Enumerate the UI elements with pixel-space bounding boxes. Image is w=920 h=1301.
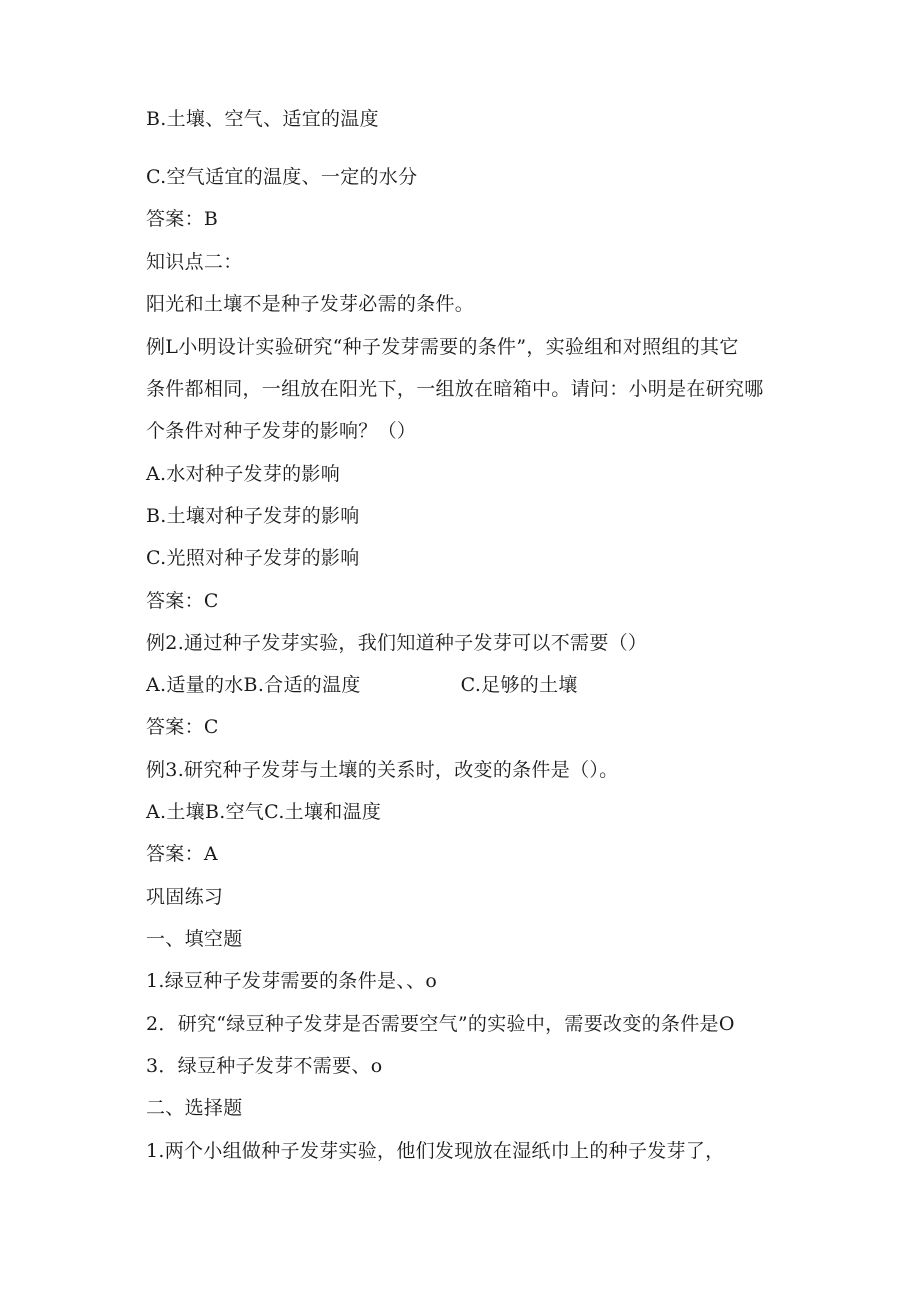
fill-blank-q1: 1.绿豆种子发芽需要的条件是、、o [146, 970, 438, 992]
fill-blank-heading: 一、填空题 [146, 928, 243, 950]
fill-blank-q3: 3．绿豆种子发芽不需要、o [146, 1055, 383, 1077]
example-1-option-b: B.土壤对种子发芽的影响 [146, 505, 360, 527]
example-1-answer: 答案：C [146, 590, 219, 612]
choice-heading: 二、选择题 [146, 1097, 243, 1119]
practice-heading: 巩固练习 [146, 886, 224, 908]
option-c-line: C.空气适宜的温度、一定的水分 [146, 166, 418, 188]
example-2-answer: 答案：C [146, 716, 219, 738]
example-2-options-ab: A.适量的水B.合适的温度 [146, 674, 361, 696]
example-1-question-cont: 条件都相同，一组放在阳光下，一组放在暗箱中。请问：小明是在研究哪 [146, 378, 764, 400]
choice-q1: 1.两个小组做种子发芽实验，他们发现放在湿纸巾上的种子发芽了， [146, 1140, 725, 1162]
knowledge-point-text: 阳光和土壤不是种子发芽必需的条件。 [146, 293, 475, 315]
section-heading: 知识点二： [146, 251, 243, 273]
example-1-question: 例L小明设计实验研究“种子发芽需要的条件”，实验组和对照组的其它 [146, 336, 739, 358]
example-2-option-c: C.足够的土壤 [460, 674, 578, 696]
fill-blank-q2: 2．研究“绿豆种子发芽是否需要空气”的实验中，需要改变的条件是O [146, 1013, 735, 1035]
option-b-line: B.土壤、空气、适宜的温度 [146, 108, 379, 130]
example-2-question: 例2.通过种子发芽实验，我们知道种子发芽可以不需要（） [146, 632, 648, 654]
answer-line: 答案：B [146, 208, 219, 230]
example-1-option-c: C.光照对种子发芽的影响 [146, 547, 360, 569]
example-2-options [146, 673, 578, 697]
example-1-option-a: A.水对种子发芽的影响 [146, 463, 341, 485]
example-3-options: A.土壤B.空气C.土壤和温度 [146, 801, 382, 823]
example-3-answer: 答案：A [146, 843, 218, 865]
example-1-question-end: 个条件对种子发芽的影响？（） [146, 420, 417, 442]
example-3-question: 例3.研究种子发芽与土壤的关系时，改变的条件是（）。 [146, 759, 619, 781]
